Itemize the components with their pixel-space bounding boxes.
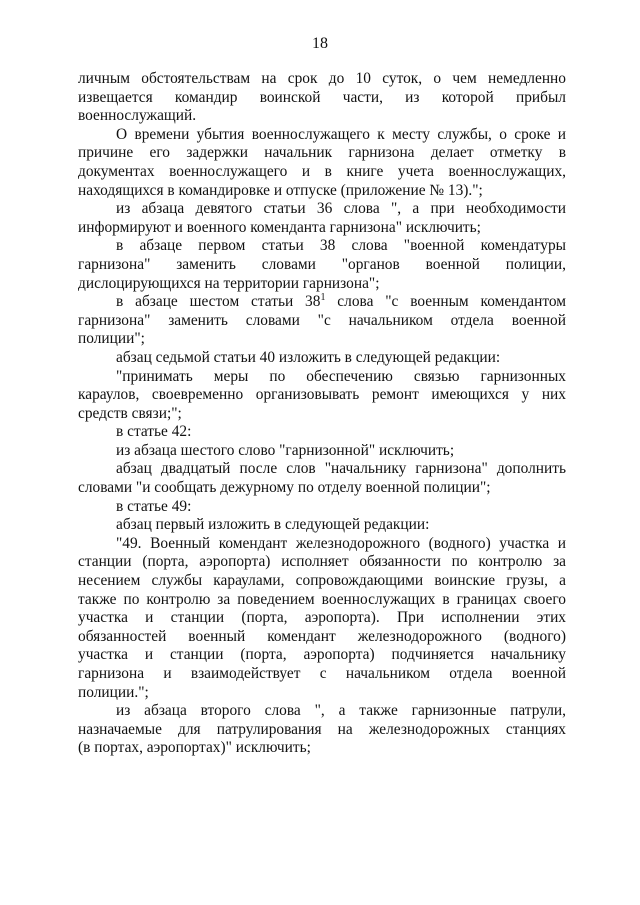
paragraph (78, 237, 566, 293)
text-fragment: в абзаце шестом статьи 38 (116, 293, 321, 311)
text-line: несением службы караулами, сопровождающими воинские грузы, а (78, 572, 566, 590)
text-line: из абзаца шестого слово "гарнизонной" исключить; (116, 441, 455, 459)
text-line: гарнизона" заменить словами "с начальником отдела военной (78, 311, 566, 329)
text-line: О времени убытия военнослужащего к месту службы, о сроке и (116, 125, 566, 143)
paragraph (78, 498, 566, 517)
paragraph (78, 423, 566, 442)
text-line: полиции."; (78, 683, 149, 701)
text-line (78, 293, 566, 312)
paragraph (78, 368, 566, 424)
text-line: участка и станции (порта, аэропорта). При исполнении этих (78, 609, 566, 627)
text-line: "49. Военный комендант железнодорожного (водного) участка и (116, 534, 566, 552)
paragraph (78, 535, 566, 702)
text-line: гарнизона и взаимодействует с начальником отдела военной (78, 665, 566, 682)
text-line: "принимать меры по обеспечению связью гарнизонных (116, 367, 566, 385)
text-line: военнослужащий. (78, 107, 197, 125)
text-line: личным обстоятельствам на срок до 10 суток, о чем немедленно (78, 70, 566, 87)
page-number: 18 (312, 35, 328, 52)
paragraph (78, 293, 566, 349)
text-line: полиции"; (78, 330, 145, 348)
text-line: находящихся в командировке и отпуске (приложение № 13)."; (78, 181, 483, 199)
text-line: дислоцирующихся на территории гарнизона"; (78, 274, 380, 292)
text-line: причине его задержки начальник гарнизона делает отметку в (78, 144, 566, 162)
paragraph-continuation (78, 70, 566, 126)
paragraph (78, 460, 566, 497)
text-fragment: слова "с военным комендантом (325, 293, 566, 311)
text-line: из абзаца второго слова ", а также гарнизонные патрули, (116, 702, 566, 720)
paragraph (78, 349, 566, 368)
text-line: в абзаце первом статьи 38 слова "военной комендатуры (116, 237, 566, 255)
text-line: словами "и сообщать дежурному по отделу военной полиции"; (78, 479, 491, 497)
paragraph (78, 126, 566, 200)
text-line: обязанностей военный комендант железнодорожного (водного) (78, 627, 566, 645)
text-line: караулов, своевременно организовывать ремонт имеющихся у них (78, 386, 566, 404)
text-line: из абзаца девятого статьи 36 слова ", а при необходимости (116, 200, 566, 218)
text-line: назначаемые для патрулирования на железнодорожных станциях (78, 720, 566, 738)
paragraph (78, 702, 566, 758)
paragraph (78, 200, 566, 237)
text-line: в статье 42: (116, 423, 192, 441)
text-line: (в портах, аэропортах)" исключить; (78, 739, 311, 757)
text-line: гарнизона" заменить словами "органов военной полиции, (78, 255, 566, 273)
text-line: средств связи;"; (78, 404, 182, 422)
text-line: также по контролю за поведением военнослужащих в границах своего (78, 590, 566, 608)
document-body (78, 70, 566, 758)
text-line: извещается командир воинской части, из которой прибыл (78, 88, 566, 106)
paragraph (78, 442, 566, 461)
text-line: абзац двадцатый после слов "начальнику гарнизона" дополнить (116, 460, 566, 478)
text-line: станции (порта, аэропорта) исполняет обязанности по контролю за (78, 553, 566, 571)
paragraph (78, 516, 566, 535)
superscript: 1 (320, 292, 326, 303)
text-line: абзац седьмой статьи 40 изложить в следующей редакции: (116, 348, 501, 366)
text-line: информируют и военного коменданта гарнизона" исключить; (78, 218, 481, 236)
text-line: абзац первый изложить в следующей редакции: (116, 516, 430, 534)
text-line: в статье 49: (116, 497, 192, 515)
text-line: документах военнослужащего и в книге учета военнослужащих, (78, 162, 566, 180)
text-line: участка и станции (порта, аэропорта) подчиняется начальнику (78, 646, 566, 664)
